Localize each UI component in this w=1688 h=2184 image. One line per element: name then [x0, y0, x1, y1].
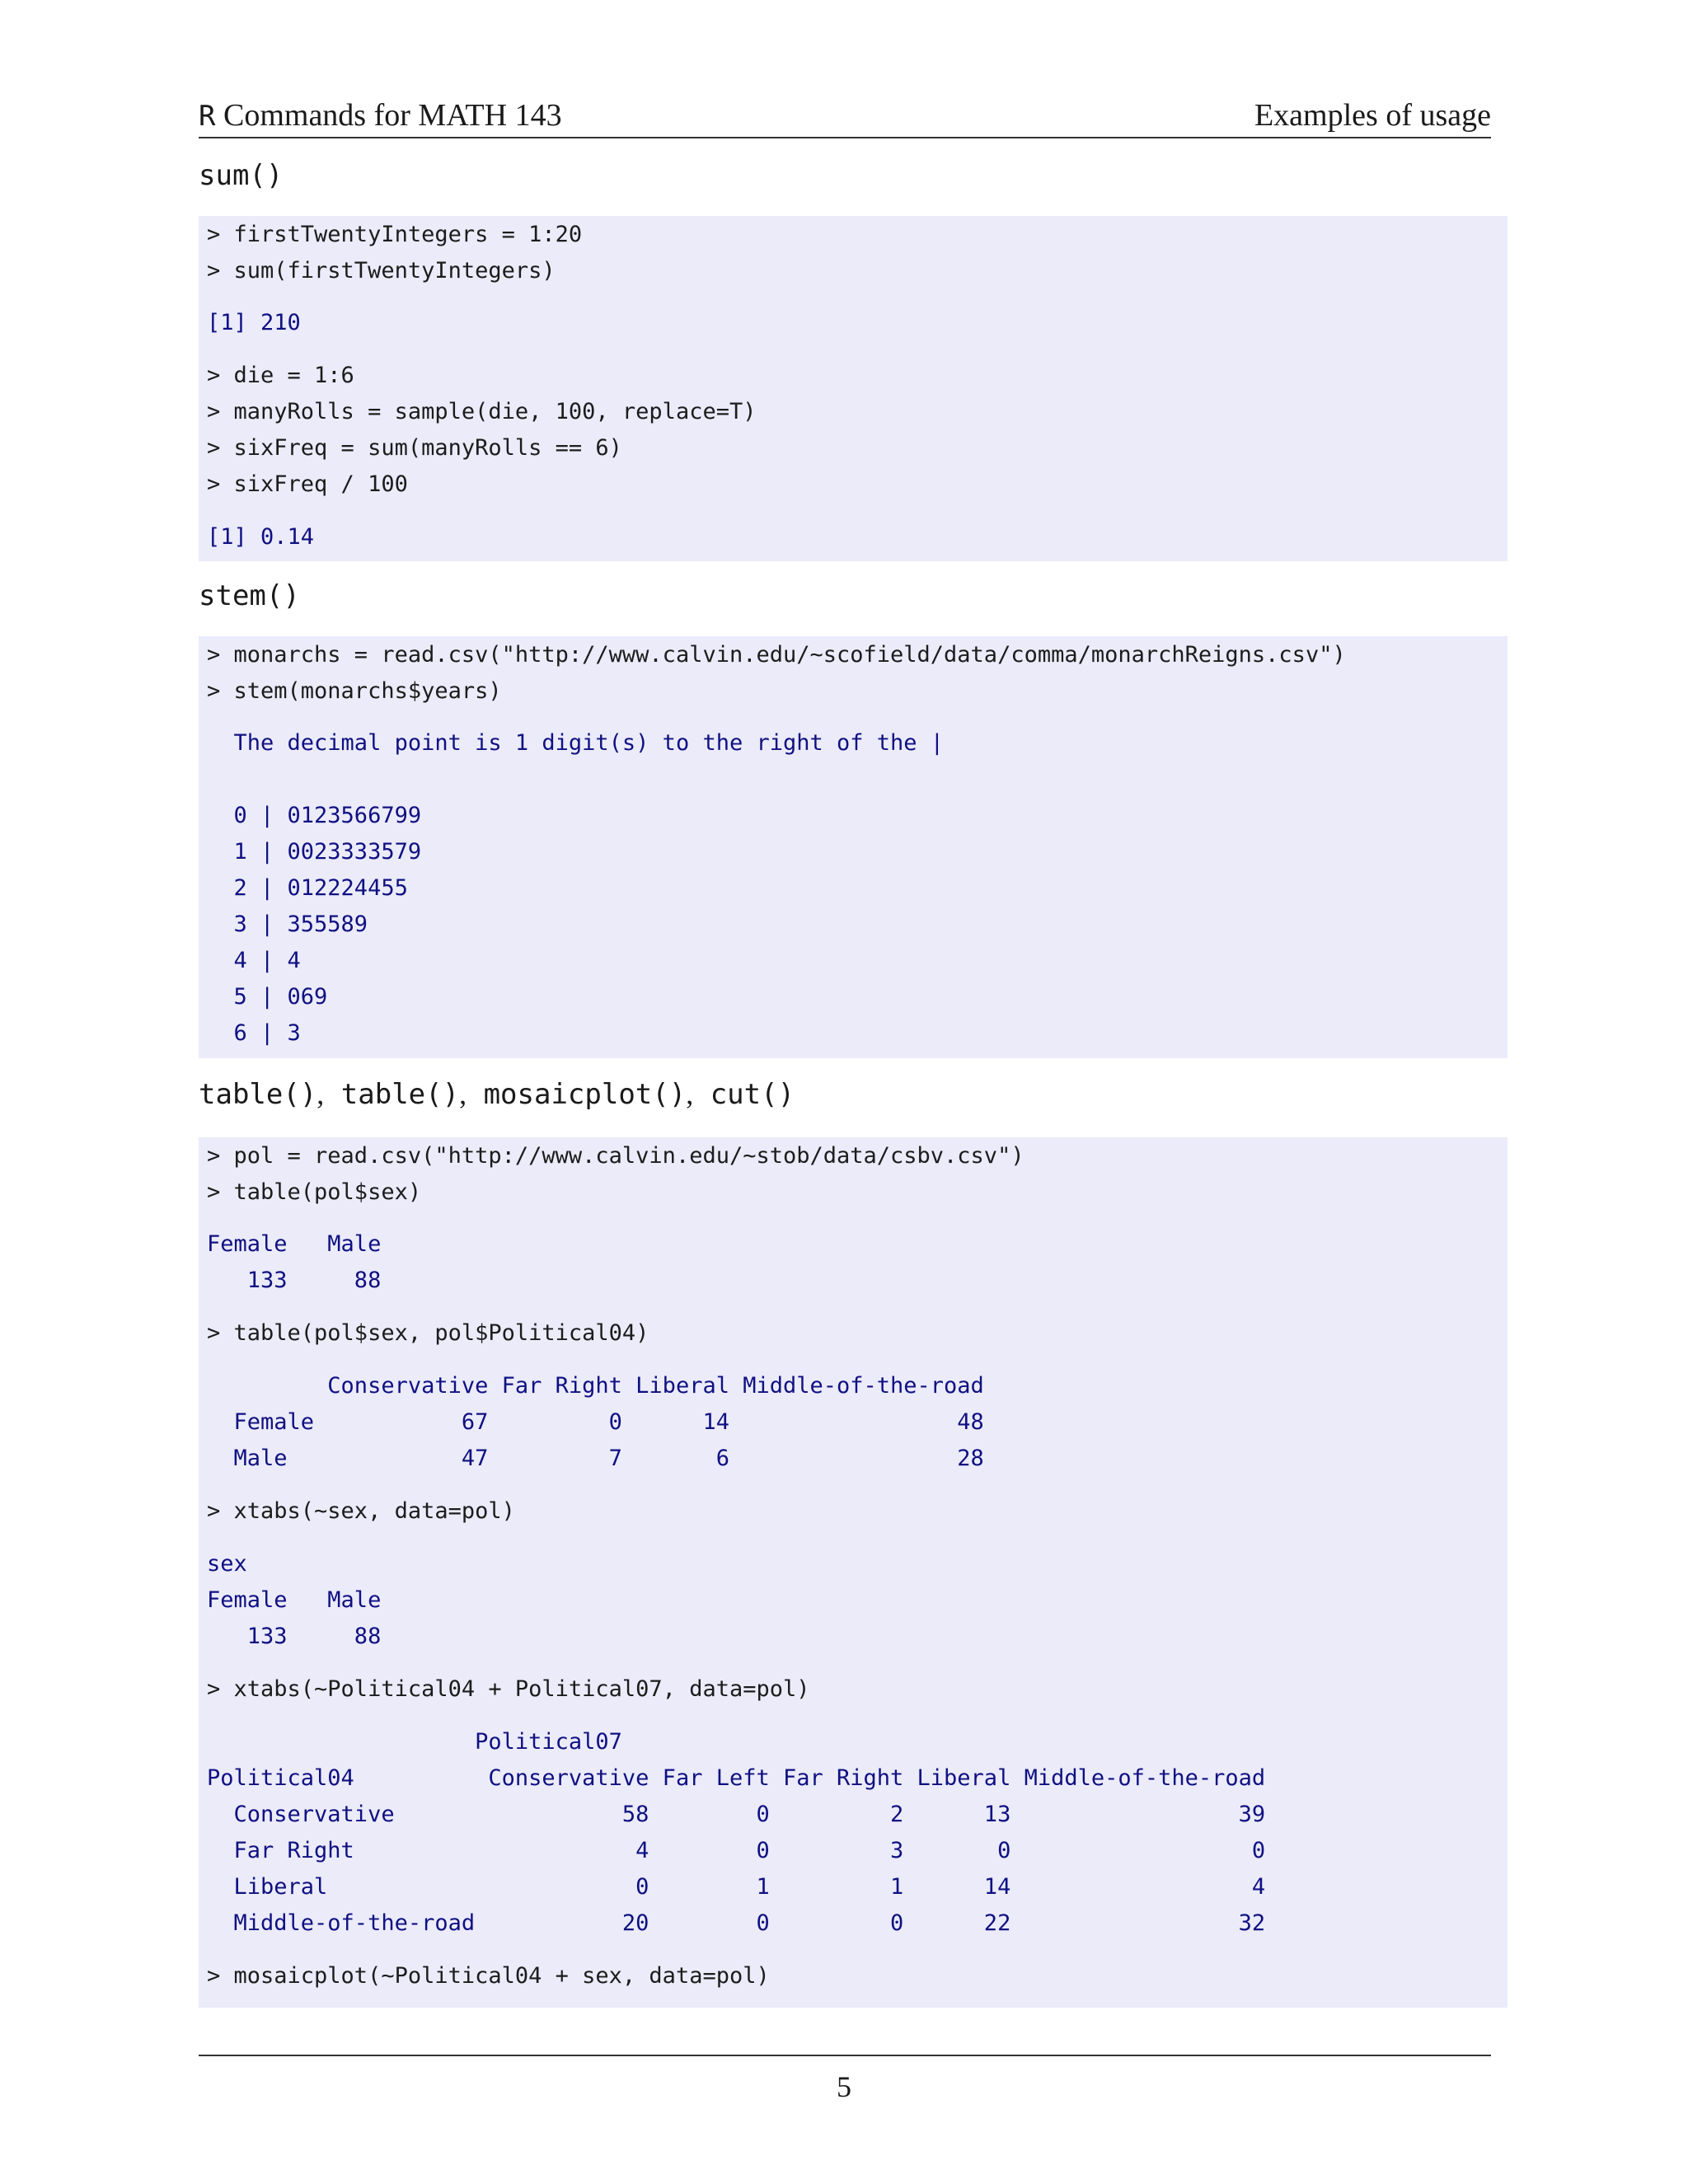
stem-leaf-row: 0 | 0123566799: [207, 803, 422, 828]
code-output: Middle-of-the-road 20 0 0 22 32: [207, 1910, 1266, 1936]
code-output: Political04 Conservative Far Left Far Right Liberal Middle-of-the-road: [207, 1765, 1266, 1791]
stem-leaf-row: 2 | 012224455: [207, 875, 408, 901]
code-command: > die = 1:6: [207, 363, 354, 388]
code-command: > firstTwentyIntegers = 1:20: [207, 222, 583, 247]
document-title: [199, 94, 562, 138]
title-fn-cut: cut(): [710, 1078, 795, 1111]
code-block-sum: [199, 216, 1507, 561]
code-command: > sixFreq / 100: [207, 471, 408, 497]
code-output: [1] 0.14: [207, 524, 315, 550]
code-command: > table(pol$sex, pol$Political04): [207, 1320, 649, 1346]
title-separator: ,: [686, 1077, 694, 1110]
stem-leaf-row: 5 | 069: [207, 984, 328, 1010]
code-command: > monarchs = read.csv("http://www.calvin.edu/~scofield/data/comma/monarchReigns.csv"): [207, 642, 1346, 668]
title-separator: ,: [459, 1077, 467, 1110]
code-output: Far Right 4 0 3 0 0: [207, 1838, 1266, 1863]
code-output: 133 88: [207, 1268, 382, 1293]
code-output: Female Male: [207, 1231, 382, 1257]
code-command: > stem(monarchs$years): [207, 678, 502, 704]
section-title-stem: stem(): [199, 579, 300, 612]
code-command: > table(pol$sex): [207, 1179, 422, 1205]
code-output: 133 88: [207, 1624, 382, 1649]
code-command: > xtabs(~Political04 + Political07, data=pol): [207, 1676, 810, 1702]
stem-leaf-row: 1 | 0023333579: [207, 839, 422, 865]
code-command: > sixFreq = sum(manyRolls == 6): [207, 435, 622, 461]
code-command: > xtabs(~sex, data=pol): [207, 1498, 515, 1524]
document-title-text: Commands for MATH 143: [223, 98, 562, 133]
stem-leaf-row: 4 | 4: [207, 948, 301, 973]
code-output: Conservative 58 0 2 13 39: [207, 1802, 1266, 1827]
code-output: Political07: [207, 1729, 622, 1755]
footer-rule: [199, 2055, 1491, 2056]
code-command: > mosaicplot(~Political04 + sex, data=pol): [207, 1963, 770, 1989]
r-logo-text: R: [199, 100, 216, 133]
code-output: Conservative Far Right Liberal Middle-of-the-road: [207, 1373, 984, 1399]
code-command: > sum(firstTwentyIntegers): [207, 258, 556, 284]
code-output: Liberal 0 1 1 14 4: [207, 1874, 1266, 1900]
code-output: Female 67 0 14 48: [207, 1409, 984, 1435]
section-title-table: [199, 1076, 795, 1113]
code-output: sex: [207, 1551, 247, 1577]
title-fn-table: table(): [199, 1078, 317, 1111]
title-fn-table: table(): [340, 1078, 460, 1111]
code-output: The decimal point is 1 digit(s) to the right of the |: [207, 730, 945, 756]
code-output: [1] 210: [207, 310, 301, 335]
page-number: 5: [837, 2070, 851, 2103]
stem-leaf-row: 3 | 355589: [207, 912, 368, 937]
page-header: [199, 94, 1491, 138]
code-block-stem: [199, 636, 1507, 1058]
code-command: > pol = read.csv("http://www.calvin.edu/~stob/data/csbv.csv"): [207, 1143, 1025, 1169]
stem-leaf-row: 6 | 3: [207, 1020, 301, 1046]
code-block-table: [199, 1137, 1507, 2008]
section-heading: Examples of usage: [1254, 98, 1491, 133]
code-command: > manyRolls = sample(die, 100, replace=T): [207, 399, 757, 424]
code-output: Male 47 7 6 28: [207, 1446, 984, 1471]
title-fn-mosaicplot: mosaicplot(): [483, 1078, 687, 1111]
code-output: Female Male: [207, 1587, 382, 1613]
section-title-sum: sum(): [199, 159, 284, 192]
title-separator: ,: [316, 1077, 325, 1110]
